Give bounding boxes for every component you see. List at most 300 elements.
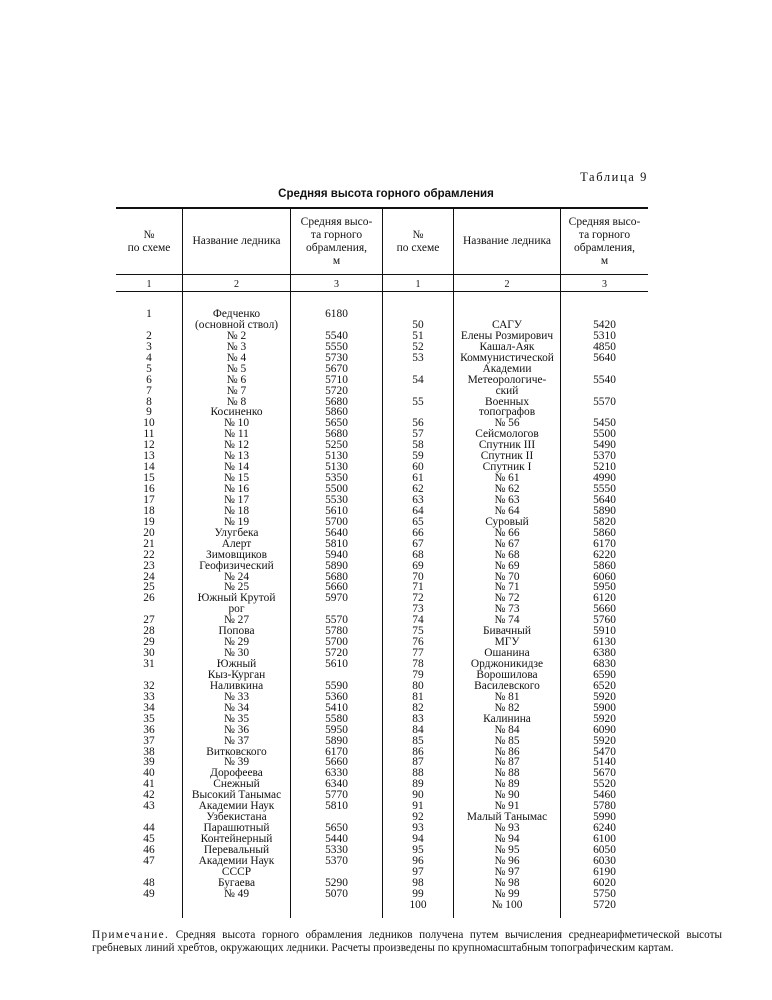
glacier-name-cell: № 6 xyxy=(226,373,247,386)
height-cell: 6590 xyxy=(593,668,616,681)
row-number-cell: 77 xyxy=(412,647,424,660)
height-cell: 5890 xyxy=(325,734,348,747)
row-number-cell: 37 xyxy=(143,734,155,747)
glacier-name-cell: Орджоникидзе xyxy=(470,658,544,670)
height-cell: 6240 xyxy=(593,822,616,835)
left-name-column xyxy=(183,309,290,900)
row-number-cell: 46 xyxy=(143,843,155,856)
row-number-cell: 31 xyxy=(143,658,155,670)
row-number-cell: 66 xyxy=(412,526,424,539)
row-number-cell: 13 xyxy=(143,450,155,463)
height-cell: 5370 xyxy=(593,450,616,463)
glacier-name-cell: Академии xyxy=(482,362,532,375)
glacier-name-cell: Коммунистической xyxy=(460,351,554,364)
glacier-name-cell: № 56 xyxy=(494,417,520,430)
glacier-name-cell: № 49 xyxy=(223,887,250,900)
row-number-cell: 10 xyxy=(143,417,155,430)
row-number-cell: 4 xyxy=(146,351,152,364)
glacier-name-cell: Спутник III xyxy=(478,439,536,452)
header-height-line2: та горного xyxy=(310,228,363,241)
height-cell: 6170 xyxy=(593,537,616,550)
row-number-cell: 49 xyxy=(143,887,155,900)
row-number-cell: 38 xyxy=(143,745,155,758)
glacier-name-cell: № 70 xyxy=(494,570,520,583)
row-number-cell: 99 xyxy=(412,887,424,900)
row-number-cell: 19 xyxy=(143,515,155,528)
height-cell: 6090 xyxy=(593,723,616,736)
height-cell: 5720 xyxy=(593,898,616,911)
height-cell: 5350 xyxy=(325,472,348,485)
header-height2-line2: та горного xyxy=(578,228,631,241)
row-number-cell: 36 xyxy=(143,723,155,736)
glacier-name-cell: Контейнерный xyxy=(200,833,273,845)
row-number-cell: 12 xyxy=(143,439,155,452)
height-cell: 5920 xyxy=(593,690,616,703)
height-cell: 6830 xyxy=(593,658,616,670)
row-number-cell: 67 xyxy=(412,537,424,550)
height-cell: 5710 xyxy=(325,373,348,386)
height-cell: 5720 xyxy=(325,384,348,397)
glacier-name-cell: № 85 xyxy=(494,734,520,747)
height-cell: 5970 xyxy=(325,592,348,605)
row-number-cell: 29 xyxy=(143,636,155,649)
height-cell: 5640 xyxy=(593,351,616,364)
header-name-2 xyxy=(454,209,560,274)
row-number-cell: 42 xyxy=(143,789,155,802)
height-cell: 5700 xyxy=(325,515,348,528)
glacier-name-cell: № 97 xyxy=(494,865,520,878)
row-number-cell: 40 xyxy=(143,767,155,780)
row-number-cell: 50 xyxy=(412,318,424,331)
row-number-cell: 88 xyxy=(412,767,424,780)
glacier-name-cell: № 39 xyxy=(223,756,250,769)
row-number-cell: 70 xyxy=(412,570,424,583)
row-number-cell: 81 xyxy=(412,690,424,703)
row-number-cell: 63 xyxy=(412,493,424,506)
glacier-name-cell: № 91 xyxy=(494,800,520,813)
height-cell: 5580 xyxy=(325,712,348,725)
row-number-cell: 59 xyxy=(412,450,424,463)
height-cell: 5330 xyxy=(325,843,348,856)
height-cell: 6100 xyxy=(593,833,616,845)
row-number-cell: 25 xyxy=(143,581,155,594)
height-cell: 5660 xyxy=(593,603,616,616)
glacier-name-cell: Василевского xyxy=(474,679,540,692)
height-cell: 5310 xyxy=(593,329,616,342)
height-cell: 6380 xyxy=(593,647,616,660)
glacier-name-cell: № 3 xyxy=(226,340,247,353)
height-cell: 5290 xyxy=(325,876,348,889)
row-number-cell: 55 xyxy=(412,395,424,408)
height-cell: 6170 xyxy=(325,745,348,758)
glacier-name-cell: № 33 xyxy=(223,690,250,703)
colnum-4: 1 xyxy=(415,279,421,290)
row-number-cell: 64 xyxy=(412,504,424,517)
row-number-cell: 23 xyxy=(143,559,155,572)
row-number-cell: 2 xyxy=(146,329,152,342)
glacier-name-cell: рог xyxy=(228,603,245,616)
glacier-name-cell: Бивачный xyxy=(482,625,532,638)
row-number-cell: 98 xyxy=(412,876,424,889)
height-cell: 5780 xyxy=(593,800,616,813)
height-cell: 6020 xyxy=(593,876,616,889)
row-number-cell: 90 xyxy=(412,789,424,802)
height-cell: 5530 xyxy=(325,493,348,506)
row-number-cell: 87 xyxy=(412,756,424,769)
glacier-name-cell: № 14 xyxy=(223,461,250,474)
glacier-name-cell: № 27 xyxy=(223,614,250,627)
height-cell: 5590 xyxy=(325,679,348,692)
row-number-cell: 92 xyxy=(412,811,424,824)
height-cell: 5920 xyxy=(593,734,616,747)
row-number-cell: 72 xyxy=(412,592,424,605)
glacier-name-cell: № 69 xyxy=(494,559,520,572)
row-number-cell: 28 xyxy=(143,625,155,638)
height-cell: 5920 xyxy=(593,712,616,725)
row-number-cell: 97 xyxy=(412,865,424,878)
height-cell: 5450 xyxy=(593,417,616,430)
row-number-cell: 56 xyxy=(412,417,424,430)
glacier-name-cell: № 8 xyxy=(226,395,247,408)
header-name-line1: Название ледника xyxy=(192,235,281,247)
glacier-name-cell: № 100 xyxy=(491,898,523,911)
glacier-name-cell: № 74 xyxy=(494,614,520,627)
row-number-cell: 84 xyxy=(412,723,424,736)
glacier-name-cell: № 86 xyxy=(494,745,520,758)
glacier-name-cell: № 66 xyxy=(494,526,520,539)
header-height2-line4: м xyxy=(600,254,609,267)
height-cell: 5540 xyxy=(593,373,616,386)
height-cell: 6180 xyxy=(325,308,348,320)
height-cell: 5990 xyxy=(593,811,616,824)
row-number-cell: 76 xyxy=(412,636,424,649)
height-cell: 6060 xyxy=(593,570,616,583)
glacier-name-cell: № 62 xyxy=(494,483,520,495)
height-cell: 5070 xyxy=(325,887,348,900)
header-height-line1: Средняя высо- xyxy=(300,215,373,228)
glacier-name-cell: Снежный xyxy=(213,778,260,791)
colnum-6: 3 xyxy=(602,279,607,290)
height-cell: 6220 xyxy=(593,548,616,561)
height-cell: 5130 xyxy=(325,450,348,463)
height-cell: 5490 xyxy=(593,439,616,452)
left-num-column xyxy=(116,309,182,900)
height-cell: 5810 xyxy=(325,537,348,550)
glacier-name-cell: № 84 xyxy=(494,723,520,736)
height-cell: 5750 xyxy=(593,887,616,900)
glacier-name-cell: Суровый xyxy=(485,515,529,528)
row-number-cell: 65 xyxy=(412,515,424,528)
row-number-cell: 60 xyxy=(412,461,424,474)
row-number-cell: 95 xyxy=(412,843,424,856)
header-height-line4: м xyxy=(332,254,341,267)
glacier-name-cell: Ошанина xyxy=(484,647,530,660)
row-number-cell: 22 xyxy=(143,548,155,561)
footnote xyxy=(92,929,722,955)
height-cell: 5950 xyxy=(593,581,616,594)
glacier-name-cell: Высокий Танымас xyxy=(191,789,282,802)
header-height-2 xyxy=(561,209,648,274)
glacier-name-cell: Зимовщиков xyxy=(206,548,267,561)
height-cell: 5460 xyxy=(593,789,616,802)
glacier-name-cell: № 89 xyxy=(494,778,520,791)
glacier-name-cell: № 15 xyxy=(223,472,250,485)
glacier-name-cell: Парашютный xyxy=(203,822,270,835)
header-num xyxy=(116,209,182,274)
height-cell: 5500 xyxy=(593,428,616,441)
row-number-cell: 18 xyxy=(143,504,155,517)
height-cell: 5640 xyxy=(325,526,348,539)
row-number-cell xyxy=(383,364,453,375)
glacier-name-cell: № 24 xyxy=(223,570,250,583)
row-number-cell: 51 xyxy=(412,329,424,342)
colnum-1: 1 xyxy=(146,279,152,290)
glacier-name-cell: № 63 xyxy=(494,493,520,506)
height-cell: 5770 xyxy=(325,789,348,802)
height-cell: 6330 xyxy=(325,767,348,780)
glacier-name-cell: Военных xyxy=(484,395,530,408)
footnote-text: Средняя высота горного обрамления ледников получена путем вычисления среднеарифметической высоты гребневых линий хребтов, окружающих ледники. Расчеты произведены по крупномасштабным топографическим картам. xyxy=(92,929,723,955)
header-name xyxy=(183,209,290,274)
glacier-name-cell: № 64 xyxy=(494,504,520,517)
glacier-name-cell: № 17 xyxy=(223,493,250,506)
glacier-name-cell: Елены Розмирович xyxy=(460,329,554,342)
glacier-name-cell: Геофизический xyxy=(199,559,274,572)
glacier-name-cell: № 93 xyxy=(494,822,520,835)
glacier-name-cell: Наливкина xyxy=(209,679,264,692)
height-cell: 5410 xyxy=(325,701,348,714)
glacier-name-cell: Кыз-Курган xyxy=(207,668,266,681)
row-number-cell: 91 xyxy=(412,800,424,813)
row-number-cell: 26 xyxy=(143,592,155,605)
height-cell: 6340 xyxy=(325,778,348,791)
glacier-name-cell: № 73 xyxy=(494,603,520,616)
row-number-cell: 41 xyxy=(143,778,155,791)
glacier-name-cell: Улугбека xyxy=(214,526,259,539)
row-number-cell: 8 xyxy=(146,395,152,408)
row-number-cell xyxy=(383,386,453,397)
row-number-cell: 34 xyxy=(143,701,155,714)
glacier-name-cell: № 99 xyxy=(494,887,520,900)
height-cell: 5470 xyxy=(593,745,616,758)
row-number-cell: 1 xyxy=(146,308,152,320)
row-number-cell: 30 xyxy=(143,647,155,660)
height-cell: 5550 xyxy=(593,483,616,495)
glacier-name-cell: № 13 xyxy=(223,450,250,463)
height-cell: 5720 xyxy=(325,647,348,660)
glacier-name-cell: № 87 xyxy=(494,756,520,769)
height-cell: 6190 xyxy=(593,865,616,878)
row-number-cell: 20 xyxy=(143,526,155,539)
header-height2-line3: обрамления, xyxy=(573,241,636,254)
glacier-name-cell: № 37 xyxy=(223,734,250,747)
height-cell: 5500 xyxy=(325,483,348,495)
row-number-cell: 75 xyxy=(412,625,424,638)
glacier-name-cell: (основной ствол) xyxy=(194,318,279,331)
row-number-cell: 69 xyxy=(412,559,424,572)
height-cell: 5570 xyxy=(593,395,616,408)
row-number-cell: 61 xyxy=(412,472,424,485)
height-cell: 5890 xyxy=(325,559,348,572)
row-number-cell: 94 xyxy=(412,833,424,845)
right-name-column xyxy=(454,309,560,911)
height-cell: 5670 xyxy=(593,767,616,780)
glacier-name-cell: Дорофеева xyxy=(210,767,263,780)
height-cell: 5660 xyxy=(325,581,348,594)
height-cell: 5650 xyxy=(325,822,348,835)
row-number-cell: 39 xyxy=(143,756,155,769)
height-cell: 5680 xyxy=(325,428,348,441)
glacier-name-cell: № 90 xyxy=(494,789,520,802)
row-number-cell: 35 xyxy=(143,712,155,725)
row-number-cell: 83 xyxy=(412,712,424,725)
glacier-name-cell: ский xyxy=(495,384,519,397)
row-number-cell: 71 xyxy=(412,581,424,594)
height-cell: 5700 xyxy=(325,636,348,649)
row-number-cell: 6 xyxy=(146,373,152,386)
height-cell: 5900 xyxy=(593,701,616,714)
glacier-name-cell: № 96 xyxy=(494,854,520,867)
glacier-name-cell: № 82 xyxy=(494,701,520,714)
colnum-3: 3 xyxy=(334,279,339,290)
height-cell: 6030 xyxy=(593,854,616,867)
height-cell: 6520 xyxy=(593,679,616,692)
height-cell: 5650 xyxy=(325,417,348,430)
glacier-name-cell: Метеорологиче- xyxy=(467,373,547,386)
row-number-cell: 78 xyxy=(412,658,424,670)
right-height-column xyxy=(561,309,648,911)
row-number-cell: 85 xyxy=(412,734,424,747)
row-number-cell: 17 xyxy=(143,493,155,506)
row-number-cell: 57 xyxy=(412,428,424,441)
height-cell: 5860 xyxy=(593,526,616,539)
height-cell xyxy=(561,386,648,397)
glacier-name-cell: Ворошилова xyxy=(476,668,538,681)
row-number-cell: 96 xyxy=(412,854,424,867)
row-number-cell: 21 xyxy=(143,537,155,550)
row-number-cell: 48 xyxy=(143,876,155,889)
height-cell: 5780 xyxy=(325,625,348,638)
glacier-name-cell: Алерт xyxy=(221,537,252,550)
glacier-name-cell: № 81 xyxy=(494,690,520,703)
height-cell: 5910 xyxy=(593,625,616,638)
height-cell: 5680 xyxy=(325,570,348,583)
glacier-name-cell: № 98 xyxy=(494,876,520,889)
glacier-name-cell: № 7 xyxy=(226,384,247,397)
glacier-name-cell: № 61 xyxy=(494,472,520,485)
height-cell: 5890 xyxy=(593,504,616,517)
row-number-cell: 52 xyxy=(412,340,424,353)
glacier-name-cell: Витковского xyxy=(206,745,267,758)
height-cell: 6130 xyxy=(593,636,616,649)
header-height xyxy=(291,209,382,274)
row-number-cell: 14 xyxy=(143,461,155,474)
right-num-column xyxy=(383,309,453,911)
row-number-cell: 33 xyxy=(143,690,155,703)
glacier-name-cell: Косиненко xyxy=(210,406,263,419)
glacier-name-cell: № 12 xyxy=(223,439,250,452)
height-cell: 5820 xyxy=(593,515,616,528)
glacier-name-cell: № 30 xyxy=(223,647,250,660)
row-number-cell: 62 xyxy=(412,483,424,495)
row-number-cell: 54 xyxy=(412,373,424,386)
height-cell: 5550 xyxy=(325,340,348,353)
header-num2-line1: № xyxy=(412,228,424,241)
glacier-name-cell: Сейсмологов xyxy=(475,428,539,441)
row-number-cell: 86 xyxy=(412,745,424,758)
colnum-5: 2 xyxy=(504,279,510,290)
glacier-name-cell: № 4 xyxy=(226,351,247,364)
glacier-name-cell: МГУ xyxy=(494,636,520,649)
glacier-name-cell: № 18 xyxy=(223,504,250,517)
glacier-name-cell: Федченко xyxy=(212,308,261,320)
glacier-name-cell: № 94 xyxy=(494,833,520,845)
row-number-cell: 53 xyxy=(412,351,424,364)
glacier-name-cell: № 19 xyxy=(223,515,250,528)
row-number-cell: 7 xyxy=(146,384,152,397)
row-number-cell: 93 xyxy=(412,822,424,835)
height-cell: 5680 xyxy=(325,395,348,408)
glacier-name-cell: Попова xyxy=(218,625,255,638)
row-number-cell: 100 xyxy=(409,898,427,911)
row-number-cell: 73 xyxy=(412,603,424,616)
height-cell: 5730 xyxy=(325,351,348,364)
header-num-line1: № xyxy=(143,228,155,241)
row-number-cell: 68 xyxy=(412,548,424,561)
height-cell: 5810 xyxy=(325,800,348,813)
height-cell: 5570 xyxy=(325,614,348,627)
row-number-cell: 27 xyxy=(143,614,155,627)
header-height2-line1: Средняя высо- xyxy=(568,215,641,228)
glacier-name-cell: № 35 xyxy=(223,712,250,725)
height-cell: 5420 xyxy=(593,318,616,331)
height-cell: 5520 xyxy=(593,778,616,791)
row-number-cell: 79 xyxy=(412,668,424,681)
glacier-name-cell: № 25 xyxy=(223,581,250,594)
row-number-cell: 3 xyxy=(146,340,152,353)
height-cell: 5760 xyxy=(593,614,616,627)
glacier-name-cell: Академии Наук xyxy=(198,800,275,813)
height-cell: 5940 xyxy=(325,548,348,561)
row-number-cell: 24 xyxy=(143,570,155,583)
glacier-name-cell: № 88 xyxy=(494,767,520,780)
glacier-name-cell: № 5 xyxy=(226,362,247,375)
glacier-name-cell: Бугаева xyxy=(217,876,256,889)
glacier-name-cell: № 71 xyxy=(494,581,520,594)
height-cell: 5360 xyxy=(325,690,348,703)
glacier-name-cell: № 36 xyxy=(223,723,250,736)
row-number-cell: 9 xyxy=(146,406,152,419)
row-number-cell: 45 xyxy=(143,833,155,845)
glacier-name-cell: Малый Танымас xyxy=(466,811,548,824)
colnum-2: 2 xyxy=(234,279,239,290)
header-name2-line1: Название ледника xyxy=(463,235,551,247)
row-number-cell: 5 xyxy=(146,362,152,375)
glacier-name-cell: Спутник I xyxy=(482,461,532,474)
footnote-lead: Примечание. xyxy=(92,929,170,941)
glacier-name-cell: топографов xyxy=(478,406,536,419)
glacier-name-cell: Южный Крутой xyxy=(197,592,276,605)
glacier-name-cell: Южный xyxy=(216,658,257,670)
height-cell: 5540 xyxy=(325,329,348,342)
glacier-name-cell: № 10 xyxy=(223,417,250,430)
height-cell: 5950 xyxy=(325,723,348,736)
glacier-name-cell: № 95 xyxy=(494,843,520,856)
height-cell: 5860 xyxy=(593,559,616,572)
height-cell: 5140 xyxy=(593,756,616,769)
row-number-cell: 80 xyxy=(412,679,424,692)
glacier-name-cell: Кашал-Аяк xyxy=(479,340,535,353)
